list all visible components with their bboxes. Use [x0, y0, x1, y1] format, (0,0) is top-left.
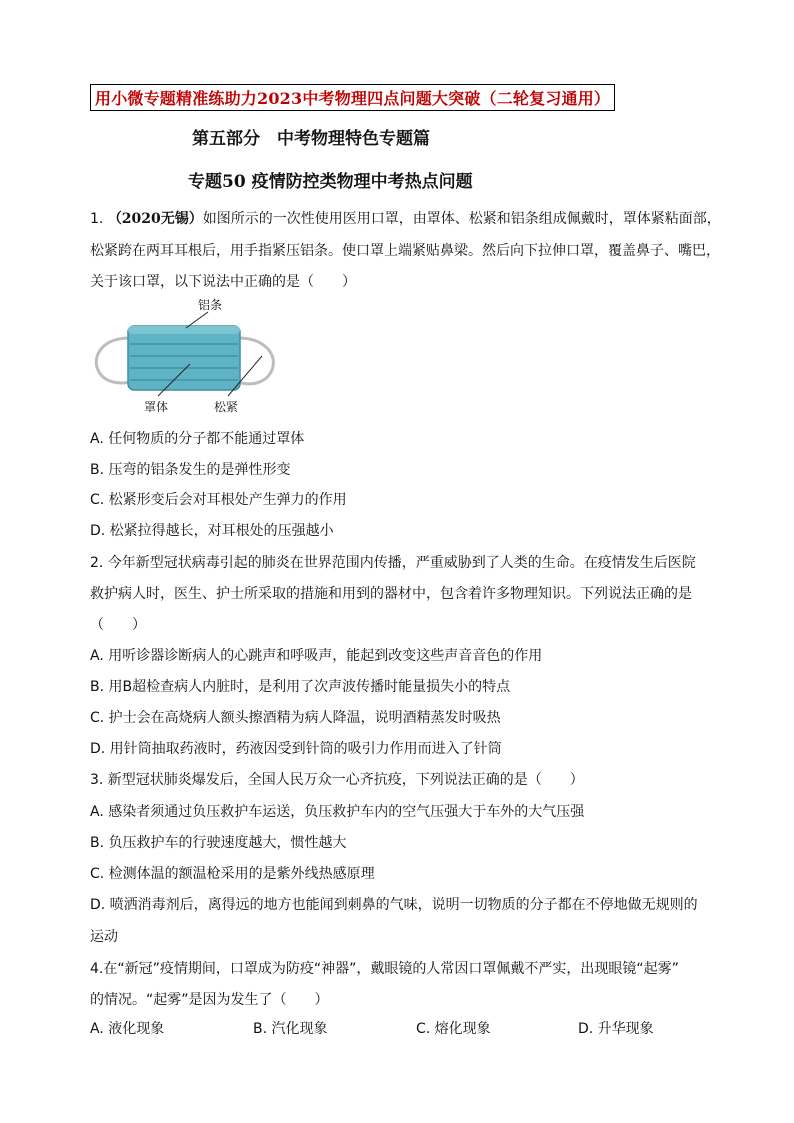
q4-option-c: C. 熔化现象: [416, 1021, 491, 1037]
q3-option-d-cont: 运动: [90, 929, 118, 945]
q1-option-d: D. 松紧拉得越长，对耳根处的压强越小: [90, 523, 334, 539]
q4-stem-line1: 4.在“新冠”疫情期间，口罩成为防疫“神器”，戴眼镜的人常因口罩佩戴不严实，出现眼镜“起雾”: [90, 961, 679, 977]
q1-source: （2020无锡）: [107, 211, 203, 227]
q2-stem-line3: （ ）: [90, 617, 146, 633]
q3-stem: 3. 新型冠状肺炎爆发后，全国人民万众一心齐抗疫，下列说法正确的是（ ）: [90, 772, 584, 788]
q2-option-c: C. 护士会在高烧病人额头擦酒精为病人降温，说明酒精蒸发时吸热: [90, 710, 501, 726]
q2-option-d: D. 用针筒抽取药液时，药液因受到针筒的吸引力作用而进入了针筒: [90, 741, 502, 757]
q2-option-a: A. 用听诊器诊断病人的心跳声和呼吸声，能起到改变这些声音音色的作用: [90, 648, 543, 664]
q4-option-a: A. 液化现象: [90, 1021, 165, 1037]
label-mask-body: 罩体: [144, 400, 169, 414]
q1-option-b: B. 压弯的铝条发生的是弹性形变: [90, 462, 291, 478]
q2-stem-line1: 2. 今年新型冠状病毒引起的肺炎在世界范围内传播，严重威胁到了人类的生命。在疫情发生后医院: [90, 555, 696, 571]
q4-option-b: B. 汽化现象: [253, 1021, 328, 1037]
part-title: 第五部分 中考物理特色专题篇: [192, 129, 430, 149]
label-aluminum-strip: 铝条: [198, 298, 223, 312]
q1-number: 1.: [90, 211, 104, 227]
q1-stem-text: 如图所示的一次性使用医用口罩，由罩体、松紧和铝条组成佩戴时，罩体紧粘面部，: [202, 211, 721, 227]
q4-option-d: D. 升华现象: [578, 1021, 654, 1037]
q2-stem-line2: 救护病人时，医生、护士所采取的措施和用到的器材中，包含着许多物理知识。下列说法正确的是: [90, 586, 692, 602]
q1-option-c: C. 松紧形变后会对耳根处产生弹力的作用: [90, 492, 347, 508]
q4-options: [90, 1018, 710, 1038]
q1-stem-line3: 关于该口罩，以下说法中正确的是（ ）: [90, 274, 356, 290]
mask-illustration: [92, 298, 292, 418]
q1-option-a: A. 任何物质的分子都不能通过罩体: [90, 431, 305, 447]
q2-option-b: B. 用B超检查病人内脏时，是利用了次声波传播时能量损失小的特点: [90, 679, 511, 695]
q1-stem-line1: [90, 208, 721, 228]
q4-stem-line2: 的情况。“起雾”是因为发生了（ ）: [90, 992, 329, 1008]
q1-stem-line2: 松紧跨在两耳耳根后，用手指紧压铝条。使口罩上端紧贴鼻梁。然后向下拉伸口罩，覆盖鼻子、嘴巴，: [90, 243, 720, 259]
q3-option-d: D. 喷洒消毒剂后，离得远的地方也能闻到刺鼻的气味，说明一切物质的分子都在不停地做无规则的: [90, 897, 698, 913]
label-elastic-band: 松紧: [214, 400, 239, 414]
q3-option-b: B. 负压救护车的行驶速度越大，惯性越大: [90, 835, 347, 851]
topic-title: 专题50 疫情防控类物理中考热点问题: [188, 172, 473, 192]
q3-option-a: A. 感染者须通过负压救护车运送，负压救护车内的空气压强大于车外的大气压强: [90, 804, 585, 820]
mask-figure: [92, 298, 292, 418]
q3-option-c: C. 检测体温的额温枪采用的是紫外线热感原理: [90, 866, 375, 882]
series-banner: 用小微专题精准练助力2023中考物理四点问题大突破（二轮复习通用）: [90, 84, 615, 111]
